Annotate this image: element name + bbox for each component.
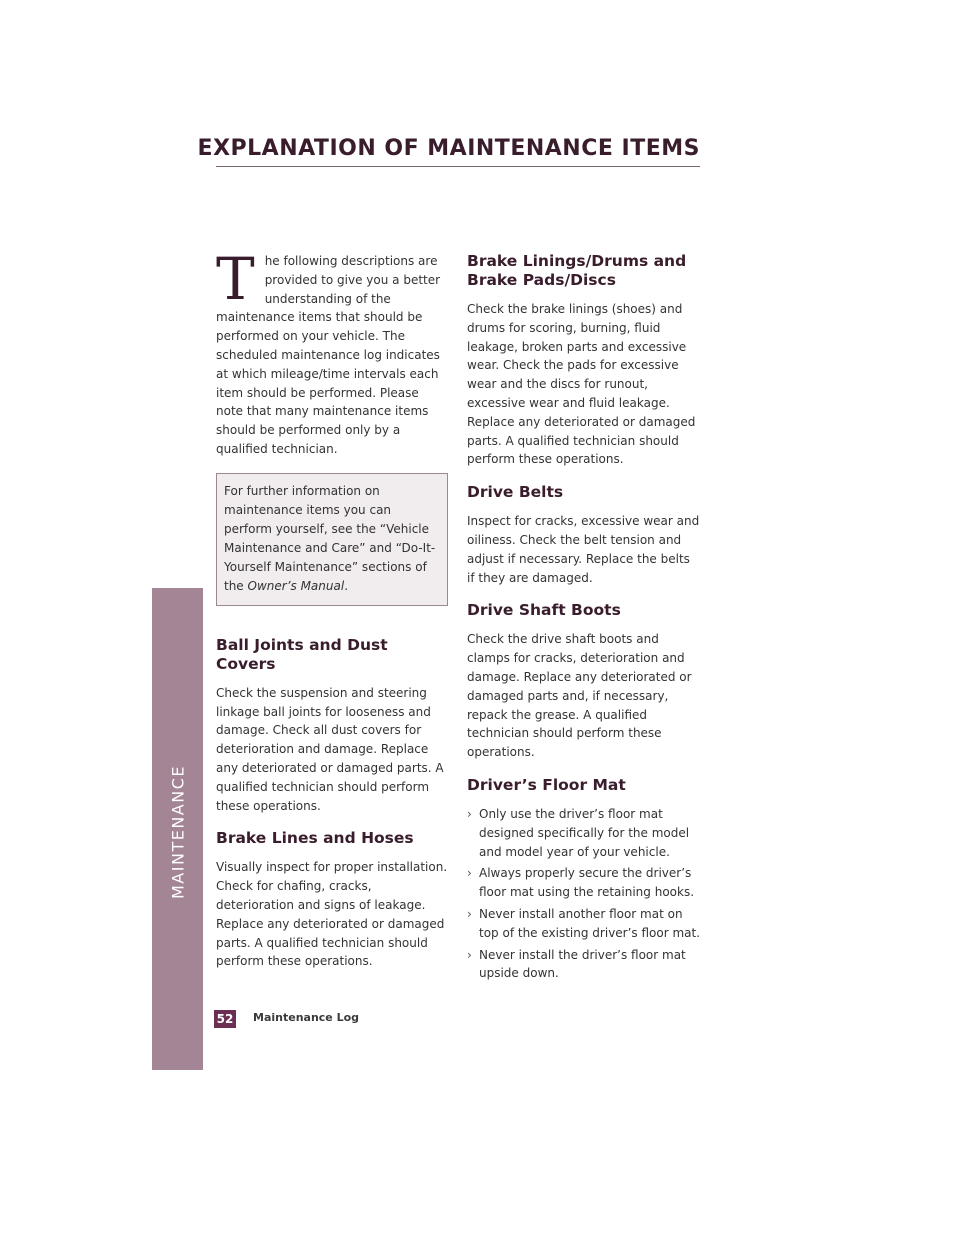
section-heading: Brake Linings/Drums and Brake Pads/Discs: [467, 252, 687, 289]
section-text: Check the suspension and steering linkage ball joints for looseness and damage. Check all dust covers for deterioration and damage. Replace any deteriorated or damaged parts. A qualified technician should perform these operations.: [216, 685, 444, 813]
drop-cap: T: [216, 245, 255, 313]
section-brake-lines: [216, 829, 448, 971]
chevron-right-icon: ›: [467, 906, 472, 921]
section-heading: Drive Belts: [467, 483, 564, 502]
section-heading: Drive Shaft Boots: [467, 601, 621, 620]
page-number-badge: 52: [214, 1010, 236, 1028]
intro-text: he following descriptions are provided to give you a better understanding of the maintenance items that should be performed on your vehicle. The scheduled maintenance log indicates at which mileage/time intervals each item should be performed. Please note that many maintenance items should be performed only by a qualified technician.: [216, 254, 441, 456]
list-item: › Never install another floor mat on top of the existing driver’s floor mat.: [467, 906, 701, 940]
side-tab-label: MAINTENANCE: [168, 765, 188, 899]
section-heading: Ball Joints and Dust Covers: [216, 635, 388, 673]
note-box: [216, 473, 448, 606]
section-heading: Driver’s Floor Mat: [467, 775, 626, 794]
list-item: › Always properly secure the driver’s floor mat using the retaining hooks.: [467, 866, 695, 900]
floor-mat-list: [467, 805, 701, 983]
section-floor-mat: [467, 776, 701, 983]
footer-section-label: Maintenance Log: [253, 1011, 360, 1024]
list-item: › Only use the driver’s floor mat designed specifically for the model and model year of your vehicle.: [467, 806, 690, 859]
section-heading: Brake Lines and Hoses: [216, 829, 414, 848]
list-item: › Never install the driver’s floor mat upside down.: [467, 947, 686, 981]
left-column: [216, 245, 448, 971]
section-ball-joints: [216, 636, 448, 816]
chevron-right-icon: ›: [467, 866, 472, 881]
section-text: Visually inspect for proper installation. Check for chafing, cracks, deterioration and signs of leakage. Replace any deteriorated or damaged parts. A qualified technician should perform these operations.: [216, 860, 448, 969]
intro-paragraph: [216, 245, 448, 459]
section-text: Check the drive shaft boots and clamps for cracks, deterioration and damage. Replace any deteriorated or damaged parts and, if necessary, repack the grease. A qualified technician should perform these operations.: [467, 632, 692, 760]
section-brake-linings: [467, 252, 701, 469]
chevron-right-icon: ›: [467, 947, 472, 962]
title-divider: [216, 166, 700, 167]
note-manual-title: Owner’s Manual: [247, 578, 345, 593]
section-drive-belts: [467, 483, 701, 587]
section-text: Inspect for cracks, excessive wear and oiliness. Check the belt tension and adjust if necessary. Replace the belts if they are damaged.: [467, 514, 700, 585]
right-column: [467, 252, 701, 986]
section-text: Check the brake linings (shoes) and drums for scoring, burning, fluid leakage, broken parts and excessive wear. Check the pads for excessive wear and the discs for runout, excessive wear and fluid leakage. Replace any deteriorated or damaged parts. A qualified technician should perform these operations.: [467, 302, 696, 467]
note-text: For further information on maintenance items you can perform yourself, see the “Vehicle Maintenance and Care” and “Do-It-Yourself Maintenance” sections of the Owner’s Manual.: [224, 483, 436, 593]
page-title: EXPLANATION OF MAINTENANCE ITEMS: [197, 136, 700, 161]
chevron-right-icon: ›: [467, 806, 472, 821]
section-drive-shaft-boots: [467, 601, 701, 762]
